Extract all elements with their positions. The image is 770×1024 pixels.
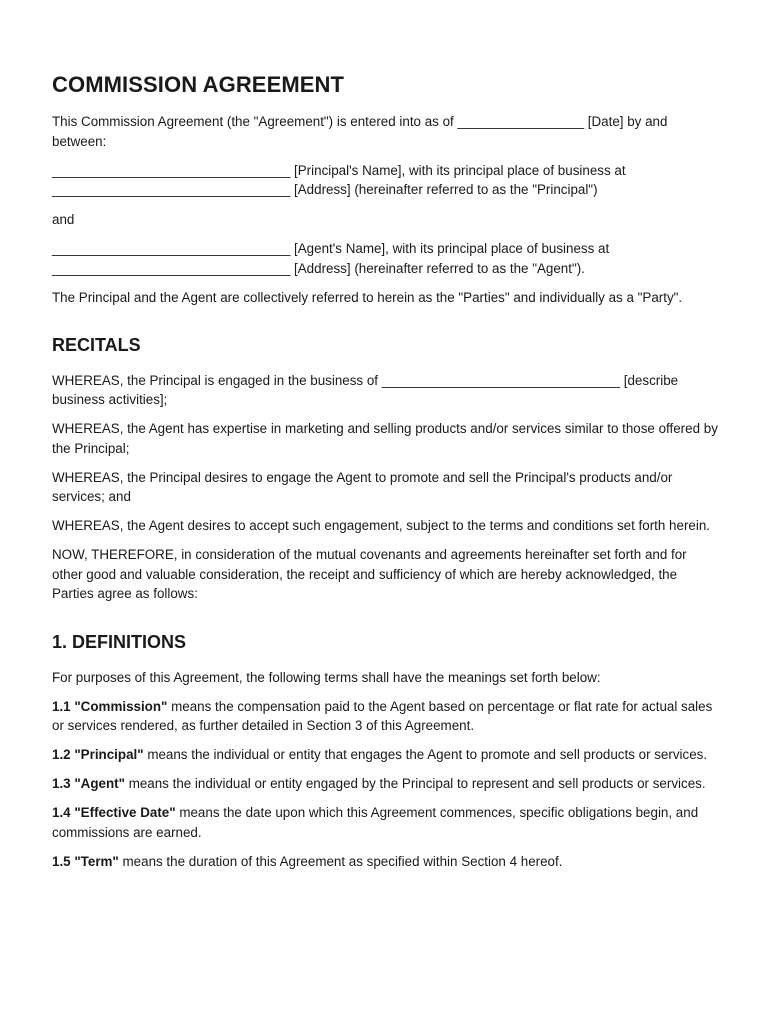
definition-item bbox=[52, 803, 720, 842]
principal-paragraph: ________________________________ [Principal's Name], with its principal place of business at ________________________________ [Address] (hereinafter referred to as the "Principal") bbox=[52, 162, 626, 198]
recital-paragraph: WHEREAS, the Principal desires to engage the Agent to promote and sell the Principal's products and/or services; and bbox=[52, 469, 673, 505]
and-paragraph: and bbox=[52, 211, 75, 227]
definitions-intro: For purposes of this Agreement, the following terms shall have the meanings set forth below: bbox=[52, 669, 601, 685]
document-title: COMMISSION AGREEMENT bbox=[52, 72, 345, 97]
definition-term: 1.4 "Effective Date" bbox=[52, 805, 176, 821]
definition-text: means the date upon which this Agreement commences, specific obligations begin, and commissions are earned. bbox=[52, 805, 699, 840]
definition-text: means the duration of this Agreement as specified within Section 4 hereof. bbox=[118, 853, 563, 869]
definition-term: 1.1 "Commission" bbox=[52, 698, 168, 714]
definition-item bbox=[52, 774, 720, 794]
recitals-heading: RECITALS bbox=[52, 335, 141, 356]
definition-item bbox=[52, 745, 720, 765]
recital-paragraph: WHEREAS, the Agent desires to accept such engagement, subject to the terms and conditions set forth herein. bbox=[52, 518, 710, 534]
definition-text: means the individual or entity that engages the Agent to promote and sell products or services. bbox=[143, 747, 708, 763]
recital-paragraph: WHEREAS, the Principal is engaged in the business of ________________________________ [describe business activities]; bbox=[52, 372, 679, 408]
definition-item bbox=[52, 852, 720, 872]
definition-text: means the compensation paid to the Agent based on percentage or flat rate for actual sales or services rendered, as further detailed in Section 3 of this Agreement. bbox=[52, 698, 713, 734]
recital-paragraph: WHEREAS, the Agent has expertise in marketing and selling products and/or services similar to those offered by the Principal; bbox=[52, 421, 718, 456]
definition-term: 1.5 "Term" bbox=[52, 853, 119, 869]
recital-paragraph: NOW, THEREFORE, in consideration of the mutual covenants and agreements hereinafter set forth and for other good and valuable consideration, the receipt and sufficiency of which are hereby acknowledged, the Parties agree as follows: bbox=[52, 547, 687, 602]
definitions-heading: 1. DEFINITIONS bbox=[52, 631, 187, 652]
agent-paragraph: ________________________________ [Agent's Name], with its principal place of business at ________________________________ [Address] (hereinafter referred to as the "Agent"). bbox=[52, 241, 610, 276]
definition-term: 1.2 "Principal" bbox=[52, 747, 144, 763]
parties-paragraph: The Principal and the Agent are collectively referred to herein as the "Parties" and individually as a "Party". bbox=[52, 289, 683, 305]
intro-paragraph: This Commission Agreement (the "Agreement") is entered into as of _________________ [Date] by and between: bbox=[52, 114, 668, 149]
document-page bbox=[52, 72, 720, 881]
definition-term: 1.3 "Agent" bbox=[52, 776, 125, 792]
definition-item bbox=[52, 697, 720, 736]
definition-text: means the individual or entity engaged by the Principal to represent and sell products or services. bbox=[124, 776, 706, 792]
